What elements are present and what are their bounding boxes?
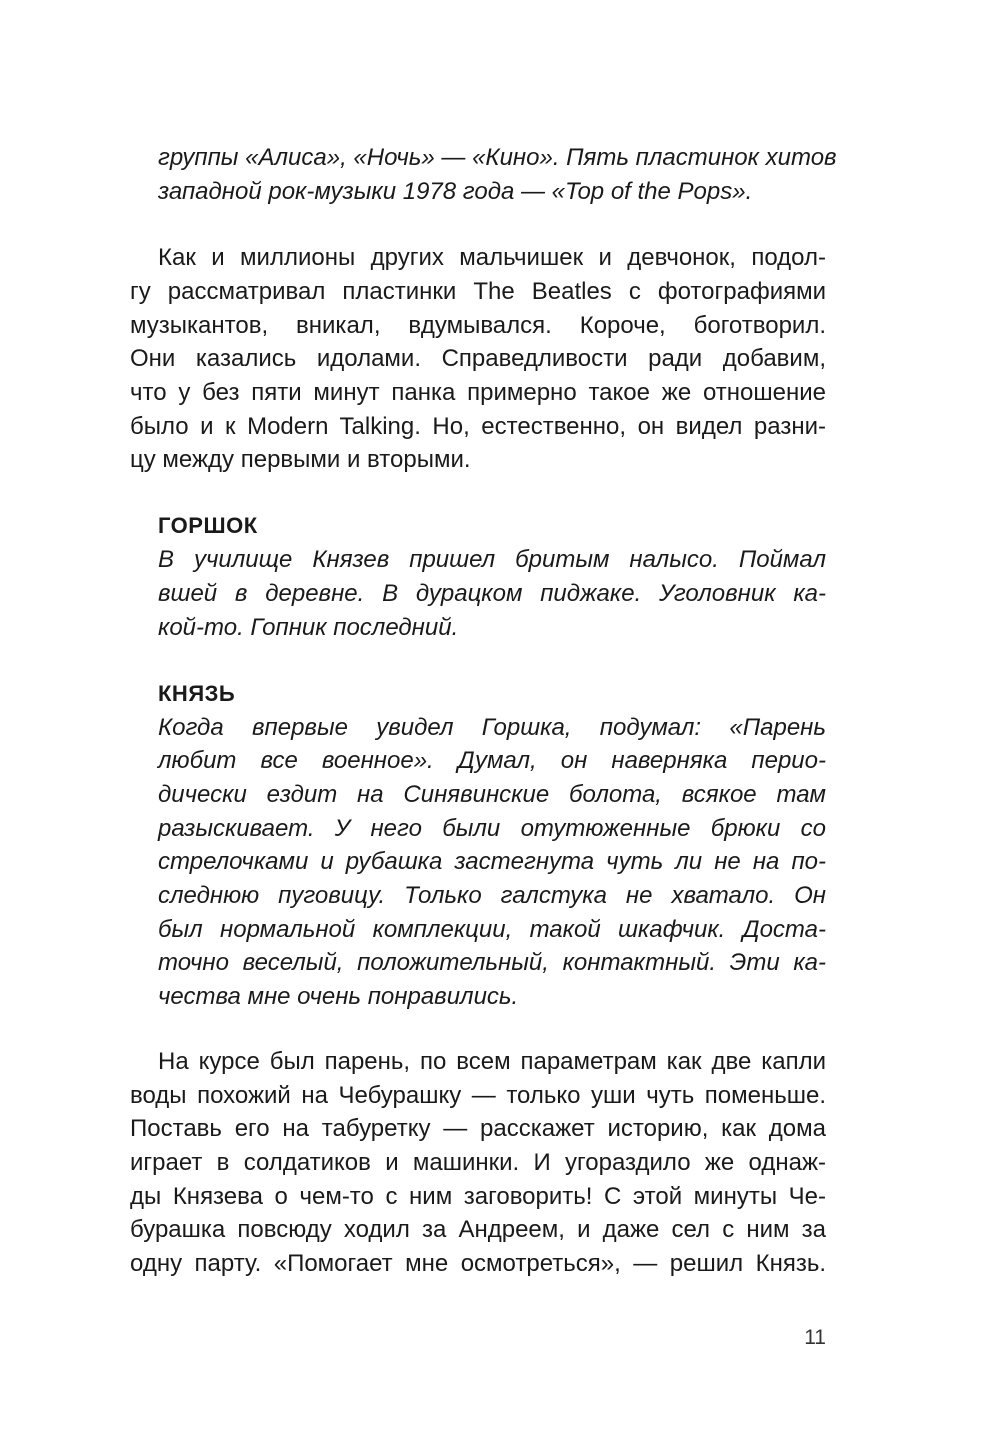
- text-line: стрелочками и рубашка застегнута чуть ли не на по-: [158, 848, 826, 875]
- text-line: одну парту. «Помогает мне осмотреться», — решил Князь.: [130, 1250, 826, 1277]
- text-line: В училище Князев пришел бритым налысо. Поймал: [158, 546, 826, 573]
- speaker-name: КНЯЗЬ: [158, 681, 236, 706]
- text-line: группы «Алиса», «Ночь» — «Кино». Пять пластинок хитов: [158, 144, 837, 171]
- text-line: бурашка повсюду ходил за Андреем, и даже сел с ним за: [130, 1216, 826, 1243]
- text-line: Как и миллионы других мальчишек и девчонок, подол-: [158, 244, 826, 271]
- text-line: следнюю пуговицу. Только галстука не хватало. Он: [158, 882, 826, 909]
- text-line: разыскивает. У него были отутюженные брюки со: [158, 815, 826, 842]
- text-line: кой-то. Гопник последний.: [158, 614, 459, 641]
- text-line: любит все военное». Думал, он наверняка перио-: [158, 747, 826, 774]
- text-line: ды Князева о чем-то с ним заговорить! С этой минуты Че-: [130, 1183, 826, 1210]
- text-line: было и к Modern Talking. Но, естественно, он видел разни-: [130, 413, 826, 440]
- text-line: играет в солдатиков и машинки. И угораздило же однаж-: [130, 1149, 826, 1176]
- text-line: музыкантов, вникал, вдумывался. Короче, боготворил.: [130, 312, 826, 339]
- text-line: гу рассматривал пластинки The Beatles с фотографиями: [130, 278, 826, 305]
- text-line: цу между первыми и вторыми.: [130, 446, 471, 473]
- text-line: вшей в деревне. В дурацком пиджаке. Уголовник ка-: [158, 580, 826, 607]
- text-line: дически ездит на Синявинские болота, всякое там: [158, 781, 826, 808]
- text-line: На курсе был парень, по всем параметрам как две капли: [158, 1048, 826, 1075]
- text-line: Они казались идолами. Справедливости ради добавим,: [130, 345, 826, 372]
- text-line: что у без пяти минут панка примерно такое же отношение: [130, 379, 826, 406]
- text-line: был нормальной комплекции, такой шкафчик. Доста-: [158, 916, 826, 943]
- text-line: западной рок-музыки 1978 года — «Top of the Pops».: [158, 178, 753, 205]
- text-line: Когда впервые увидел Горшка, подумал: «Парень: [158, 714, 826, 741]
- text-line: воды похожий на Чебурашку — только уши чуть поменьше.: [130, 1082, 826, 1109]
- page-number: 11: [804, 1326, 826, 1349]
- text-line: чества мне очень понравились.: [158, 983, 519, 1010]
- text-line: Поставь его на табуретку — расскажет историю, как дома: [130, 1115, 826, 1142]
- speaker-name: ГОРШОК: [158, 513, 258, 538]
- text-line: точно веселый, положительный, контактный. Эти ка-: [158, 949, 826, 976]
